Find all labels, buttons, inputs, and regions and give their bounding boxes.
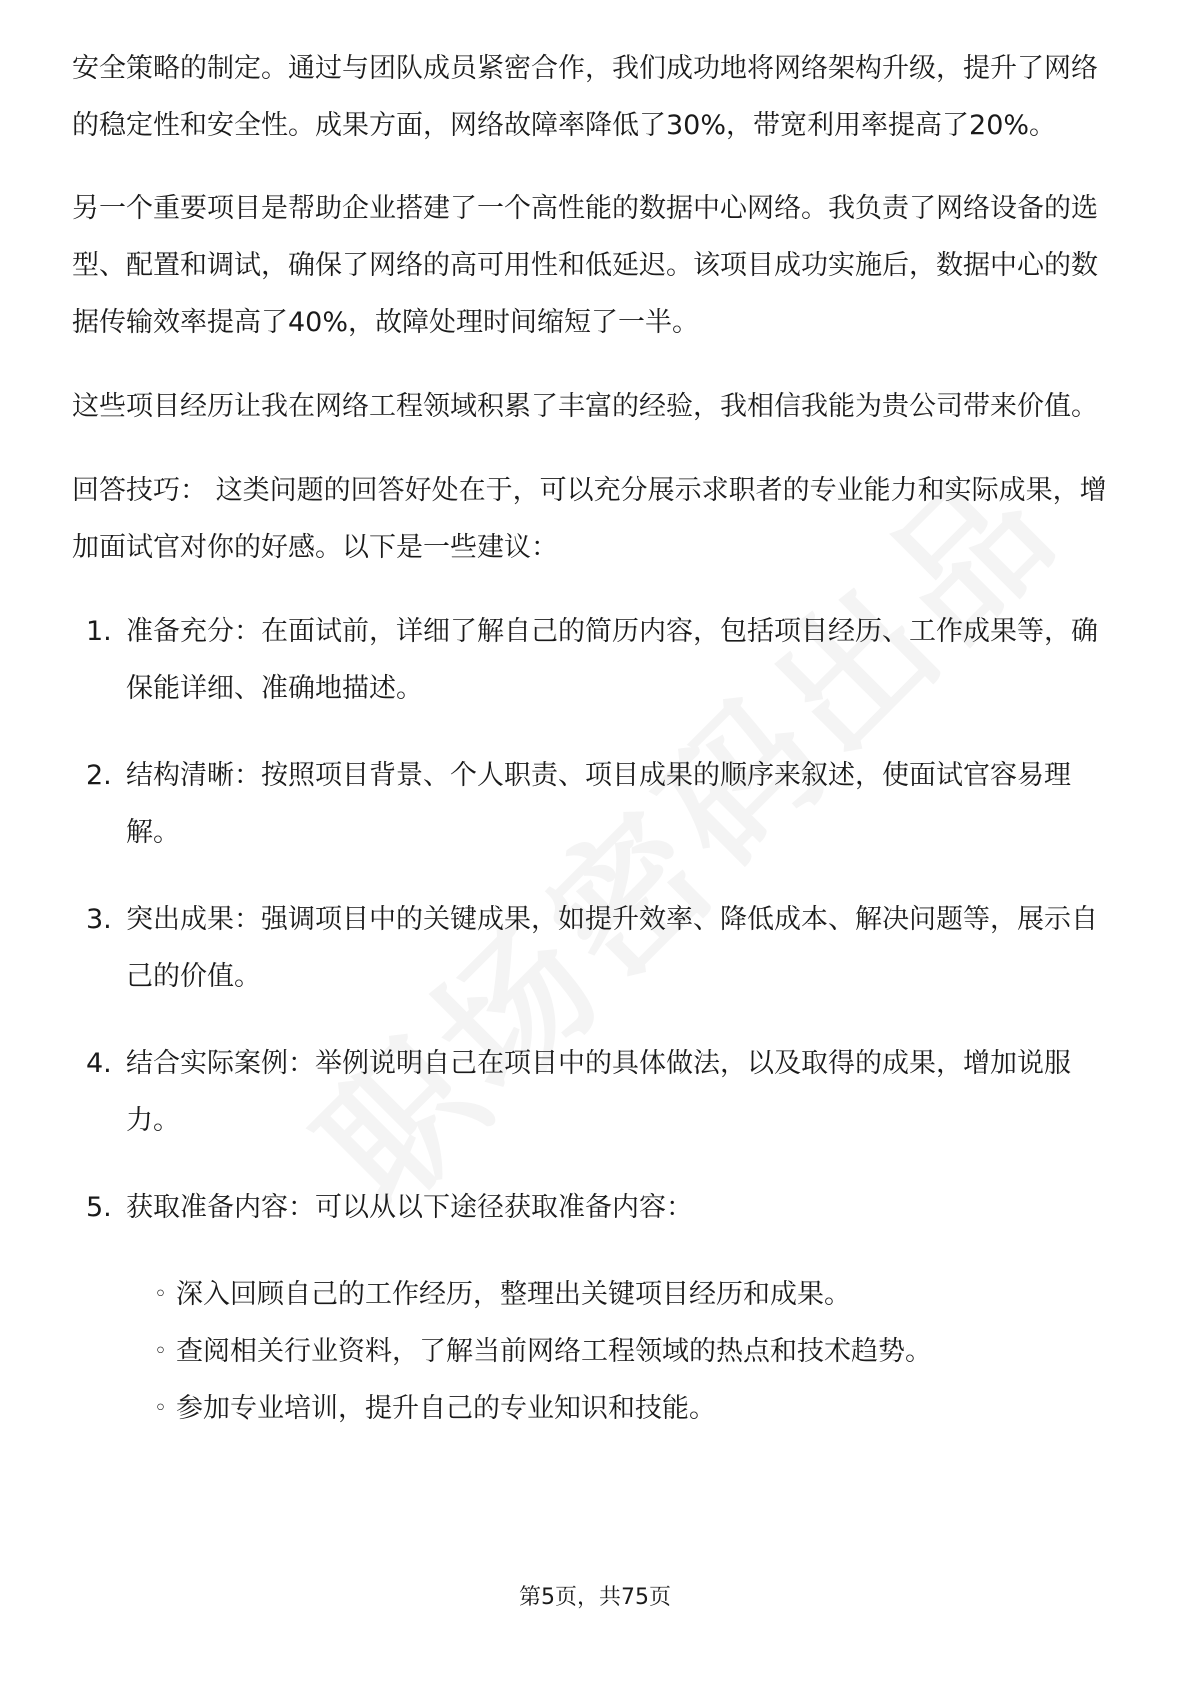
- paragraph-answer-tips: 回答技巧： 这类问题的回答好处在于，可以充分展示求职者的专业能力和实际成果，增加面试官对你的好感。以下是一些建议：: [72, 475, 1107, 563]
- paragraph-experience-summary: 这些项目经历让我在网络工程领域积累了丰富的经验，我相信我能为贵公司带来价值。: [72, 391, 1098, 422]
- paragraph-project-result: 安全策略的制定。通过与团队成员紧密合作，我们成功地将网络架构升级，提升了网络的稳定性和安全性。成果方面，网络故障率降低了30%，带宽利用率提高了20%。: [72, 53, 1098, 141]
- list-item-text: 结合实际案例：举例说明自己在项目中的具体做法，以及取得的成果，增加说服力。: [126, 1048, 1071, 1136]
- list-item: [72, 603, 1122, 717]
- list-item-text: 获取准备内容：可以从以下途径获取准备内容：: [126, 1192, 693, 1223]
- page-number: 第5页，共75页: [519, 1585, 671, 1610]
- bullet-icon: ◦: [154, 1396, 167, 1421]
- sub-list-item-text: 深入回顾自己的工作经历，整理出关键项目经历和成果。: [176, 1279, 851, 1310]
- sub-list-item: [126, 1380, 1122, 1437]
- list-item-text: 结构清晰：按照项目背景、个人职责、项目成果的顺序来叙述，使面试官容易理解。: [126, 760, 1071, 848]
- list-item: [72, 1035, 1122, 1149]
- page-footer: [0, 1580, 1190, 1611]
- list-number: 4.: [86, 1048, 112, 1079]
- list-item-text: 准备充分：在面试前，详细了解自己的简历内容，包括项目经历、工作成果等，确保能详细、准确地描述。: [126, 616, 1098, 704]
- sub-list-item: [126, 1323, 1122, 1380]
- sub-list-item-text: 参加专业培训，提升自己的专业知识和技能。: [176, 1393, 716, 1424]
- list-number: 1.: [86, 616, 112, 647]
- bullet-icon: ◦: [154, 1282, 167, 1307]
- sub-list: [126, 1266, 1122, 1437]
- list-number: 3.: [86, 904, 112, 935]
- list-item: [72, 747, 1122, 861]
- list-number: 5.: [86, 1192, 112, 1223]
- sub-list-item-text: 查阅相关行业资料，了解当前网络工程领域的热点和技术趋势。: [176, 1336, 932, 1367]
- bullet-icon: ◦: [154, 1339, 167, 1364]
- paragraph-datacenter-project: 另一个重要项目是帮助企业搭建了一个高性能的数据中心网络。我负责了网络设备的选型、配置和调试，确保了网络的高可用性和低延迟。该项目成功实施后，数据中心的数据传输效率提高了40%，故障处理时间缩短了一半。: [72, 193, 1098, 338]
- main-content: [72, 40, 1122, 1467]
- sub-list-item: [126, 1266, 1122, 1323]
- list-item-text: 突出成果：强调项目中的关键成果，如提升效率、降低成本、解决问题等，展示自己的价值。: [126, 904, 1098, 992]
- list-item: [72, 1179, 1122, 1437]
- list-number: 2.: [86, 760, 112, 791]
- list-item: [72, 891, 1122, 1005]
- tips-list: [72, 603, 1122, 1437]
